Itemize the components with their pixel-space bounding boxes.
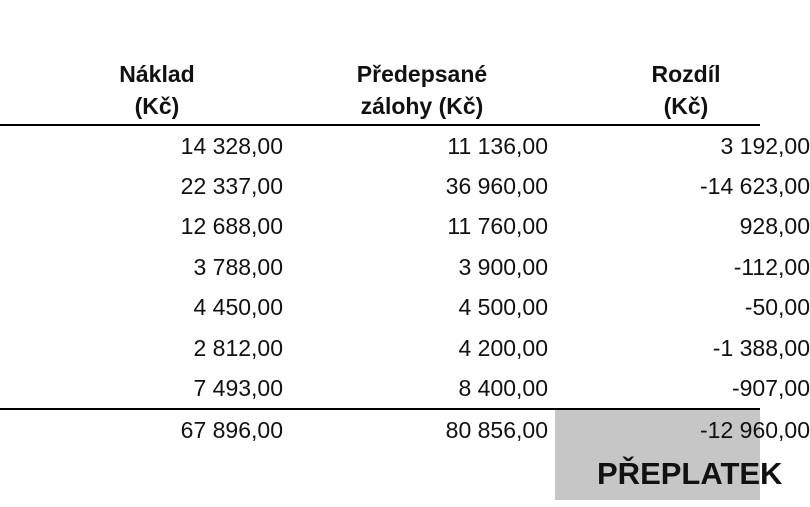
- cell-rozdil: -907,00: [731, 375, 810, 401]
- total-naklad: 67 896,00: [180, 417, 283, 443]
- cell-rozdil: 3 192,00: [720, 133, 810, 159]
- cell-rozdil: -50,00: [744, 294, 810, 320]
- table-row: [0, 368, 810, 408]
- header-zalohy: [322, 58, 522, 122]
- table-row: [0, 247, 810, 287]
- cell-rozdil: -112,00: [733, 254, 810, 280]
- cell-rozdil: -1 388,00: [712, 335, 810, 361]
- table-row: [0, 166, 810, 206]
- cell-rozdil: 928,00: [739, 213, 810, 239]
- cell-naklad: 22 337,00: [180, 173, 283, 199]
- header-rozdil: [600, 58, 772, 122]
- total-rozdil: -12 960,00: [700, 417, 810, 443]
- table-row: [0, 126, 810, 166]
- cell-naklad: 14 328,00: [180, 133, 283, 159]
- cell-zalohy: 8 400,00: [458, 375, 548, 401]
- header-naklad-line2: (Kč): [134, 93, 180, 119]
- header-rozdil-line1: Rozdíl: [651, 61, 721, 87]
- cell-rozdil: -14 623,00: [700, 173, 810, 199]
- header-naklad-line1: Náklad: [119, 61, 195, 87]
- cell-zalohy: 11 760,00: [447, 213, 548, 239]
- cell-zalohy: 36 960,00: [445, 173, 548, 199]
- cell-naklad: 12 688,00: [180, 213, 283, 239]
- cell-zalohy: 4 500,00: [458, 294, 548, 320]
- cell-naklad: 3 788,00: [193, 254, 283, 280]
- table-row: [0, 206, 810, 246]
- table-row: [0, 328, 810, 368]
- table-row: [0, 287, 810, 327]
- totals-row: [0, 410, 810, 450]
- header-rozdil-line2: (Kč): [663, 93, 709, 119]
- header-naklad: [72, 58, 242, 122]
- cell-zalohy: 3 900,00: [458, 254, 548, 280]
- cell-zalohy: 11 136,00: [447, 133, 548, 159]
- total-zalohy: 80 856,00: [445, 417, 548, 443]
- header-zalohy-line2: zálohy (Kč): [360, 93, 484, 119]
- header-zalohy-line1: Předepsané: [356, 61, 488, 87]
- result-label: PŘEPLATEK: [597, 456, 783, 491]
- cell-naklad: 4 450,00: [193, 294, 283, 320]
- cell-naklad: 7 493,00: [193, 375, 283, 401]
- cell-zalohy: 4 200,00: [458, 335, 548, 361]
- cell-naklad: 2 812,00: [193, 335, 283, 361]
